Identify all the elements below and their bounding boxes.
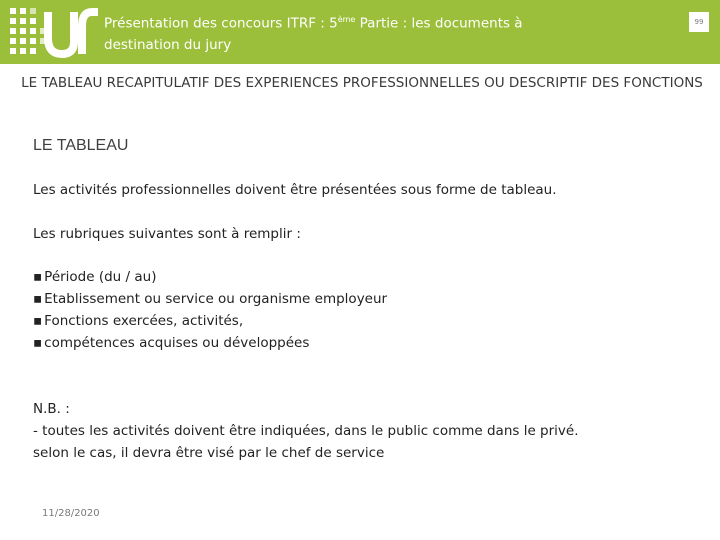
header-title: Présentation des concours ITRF : 5ème Partie : les documents à destination du jury xyxy=(104,15,523,53)
rubriques-list xyxy=(33,266,387,354)
university-logo xyxy=(8,4,100,60)
nb-label: N.B. : xyxy=(33,401,70,417)
nota-bene xyxy=(33,398,579,464)
list-item: ▪ compétences acquises ou développées xyxy=(33,332,387,354)
footer-date: 11/28/2020 xyxy=(42,508,100,519)
page-number: 99 xyxy=(689,12,709,32)
paragraph-intro: Les activités professionnelles doivent être présentées sous forme de tableau. xyxy=(33,182,557,198)
list-item: ▪ Fonctions exercées, activités, xyxy=(33,310,387,332)
paragraph-rubriques: Les rubriques suivantes sont à remplir : xyxy=(33,226,301,242)
section-heading: LE TABLEAU xyxy=(33,137,129,154)
header-bar xyxy=(0,0,720,64)
page-title: LE TABLEAU RECAPITULATIF DES EXPERIENCES PROFESSIONNELLES OU DESCRIPTIF DES FONCTIONS xyxy=(21,75,703,91)
nb-line: - toutes les activités doivent être indiquées, dans le public comme dans le privé. xyxy=(33,423,579,439)
nb-line: selon le cas, il devra être visé par le chef de service xyxy=(33,445,385,461)
list-item: ▪ Période (du / au) xyxy=(33,266,387,288)
list-item: ▪ Etablissement ou service ou organisme employeur xyxy=(33,288,387,310)
